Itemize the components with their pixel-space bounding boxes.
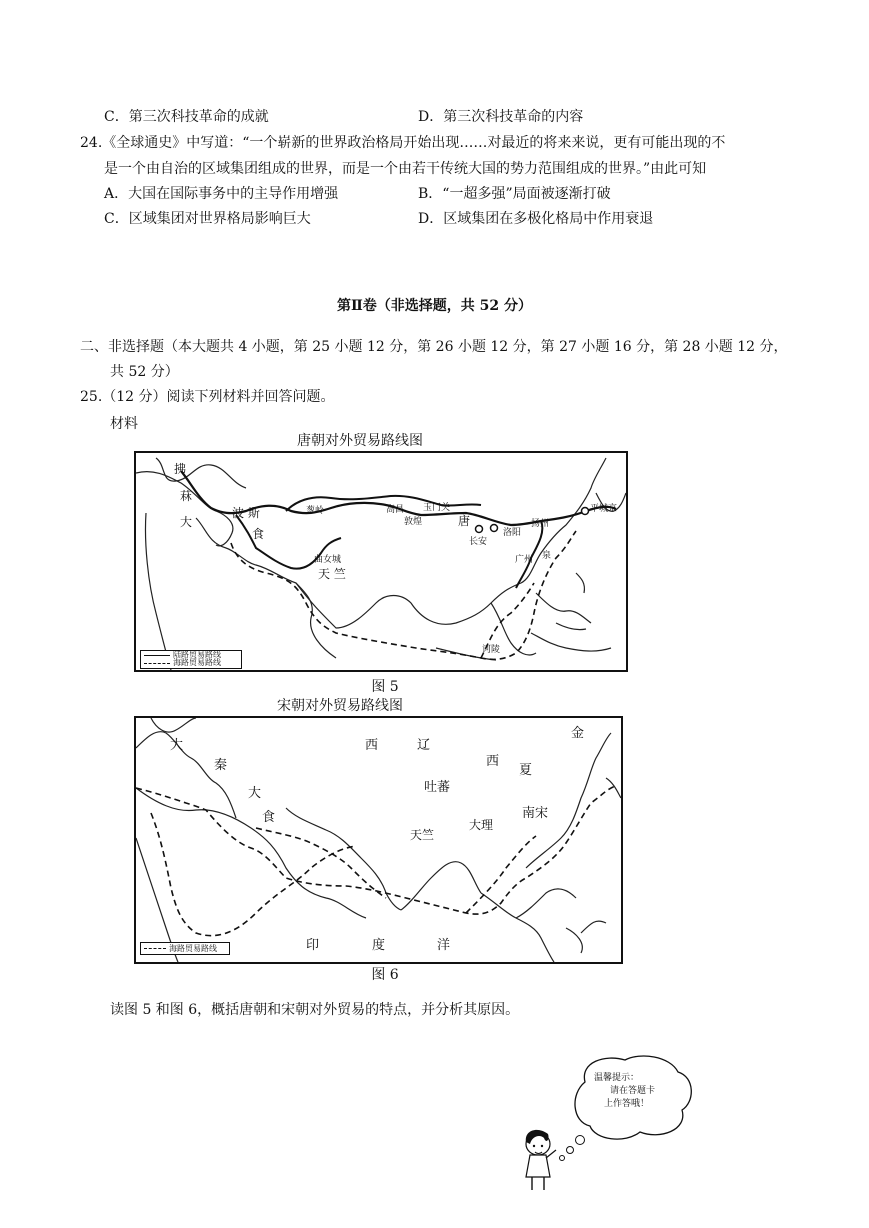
tip-line1: 温馨提示： <box>594 1073 640 1083</box>
map5-label-bosi: 波 斯 <box>232 506 260 520</box>
legend-dashed-line-icon <box>144 948 166 949</box>
map5-label-yangzhou: 扬州 <box>531 519 550 529</box>
map5-label-changan: 长安 <box>469 537 488 547</box>
q23-option-c: C．第三次科技革命的成就 <box>104 109 269 125</box>
tip-line3: 上作答哦！ <box>604 1099 650 1109</box>
map6-label-daqin2: 秦 <box>214 758 228 773</box>
q24-option-a: A．大国在国际事务中的主导作用增强 <box>104 186 339 202</box>
map5-title: 唐朝对外贸易路线图 <box>297 433 423 449</box>
reminder-bubble-text <box>594 1072 655 1111</box>
q24-stem-line1: 24.《全球通史》中写道：“一个崭新的世界政治格局开始出现……对最近的将来来说，更有可能出现的不 <box>80 135 726 151</box>
q24-stem-line2: 是一个由自治的区域集团组成的世界，而是一个由若干传统大国的势力范围组成的世界。”由此可知 <box>104 161 707 177</box>
map6-legend <box>140 942 230 955</box>
map5-legend <box>140 650 242 669</box>
map6-label-liao: 辽 <box>417 738 431 753</box>
map5-label-tianzhu: 天 竺 <box>318 567 346 581</box>
map5-label-yumenguan: 玉门关 <box>423 503 451 513</box>
map6-label-tianzhu: 天竺 <box>410 828 435 842</box>
map5-label-luoyang: 洛阳 <box>503 528 522 538</box>
map5-label-dashi2: 食 <box>252 527 265 541</box>
map5-label-fulin2: 菻 <box>180 489 193 503</box>
map5-label-dashi1: 大 <box>180 515 193 529</box>
map5-label-guangzhou: 广州 <box>515 555 534 565</box>
map6-graphic <box>136 718 621 962</box>
map5-label-shipo: 诃陵 <box>482 645 501 655</box>
q24-option-c: C．区域集团对世界格局影响巨大 <box>104 211 311 227</box>
map6-label-xi: 西 <box>365 738 379 753</box>
section2-title: 第Ⅱ卷（非选择题，共 52 分） <box>336 298 533 314</box>
map5-legend-land: 陆路贸易路线 <box>173 650 221 659</box>
map6-label-dashi1: 大 <box>248 786 262 801</box>
map5-label-congling: 葱岭 <box>306 506 325 516</box>
map5-label-pingchengjing: 平城京 <box>590 504 618 514</box>
q24-option-d: D．区域集团在多极化格局中作用衰退 <box>418 211 654 227</box>
map6-caption: 图 6 <box>371 967 399 983</box>
map6-label-dashi2: 食 <box>262 810 276 825</box>
map5-tang-trade-routes <box>134 451 628 672</box>
legend-dashed-line-icon <box>144 663 170 664</box>
q25-question: 读图 5 和图 6，概括唐朝和宋朝对外贸易的特点，并分析其原因。 <box>110 1002 520 1018</box>
map6-label-nansong: 南宋 <box>522 806 549 821</box>
map6-label-xixia2: 夏 <box>519 763 533 778</box>
map6-label-daqin1: 大 <box>170 738 184 753</box>
map5-label-gaochang: 高昌 <box>386 505 405 515</box>
map6-label-du: 度 <box>372 938 386 953</box>
legend-solid-line-icon <box>144 655 170 656</box>
map5-legend-sea: 海路贸易路线 <box>173 658 221 667</box>
map6-legend-sea: 海路贸易路线 <box>169 943 217 953</box>
section2-intro-line2: 共 52 分） <box>110 364 179 380</box>
map6-label-dali: 大理 <box>469 818 494 832</box>
map6-song-trade-routes <box>134 716 623 964</box>
map5-label-qunucheng: 曲女城 <box>314 555 342 565</box>
map6-title: 宋朝对外贸易路线图 <box>277 698 403 714</box>
map5-caption: 图 5 <box>371 679 399 695</box>
section2-intro-line1: 二、非选择题（本大题共 4 小题，第 25 小题 12 分，第 26 小题 12 分，第 27 小题 16 分，第 28 小题 12 分， <box>80 339 788 355</box>
q25-stem: 25.（12 分）阅读下列材料并回答问题。 <box>80 389 335 405</box>
map6-label-yin: 印 <box>306 938 320 953</box>
map5-label-dunhuang: 敦煌 <box>404 517 423 527</box>
map5-label-quanzhou: 泉 <box>542 551 552 561</box>
q24-option-b: B．“一超多强”局面被逐渐打破 <box>418 186 611 202</box>
map6-label-yang: 洋 <box>437 938 451 953</box>
q23-option-d: D．第三次科技革命的内容 <box>418 109 584 125</box>
map5-graphic <box>136 453 626 670</box>
tip-line2: 请在答题卡 <box>610 1086 656 1096</box>
map5-sea-route <box>231 531 576 659</box>
map5-label-tang: 唐 <box>458 514 471 528</box>
map6-label-tubo: 吐蕃 <box>424 780 451 795</box>
map6-label-jin: 金 <box>571 726 585 741</box>
map5-label-fulin1: 拂 <box>174 462 187 476</box>
q25-material-label: 材料 <box>110 416 138 432</box>
map6-label-xixia1: 西 <box>486 754 500 769</box>
